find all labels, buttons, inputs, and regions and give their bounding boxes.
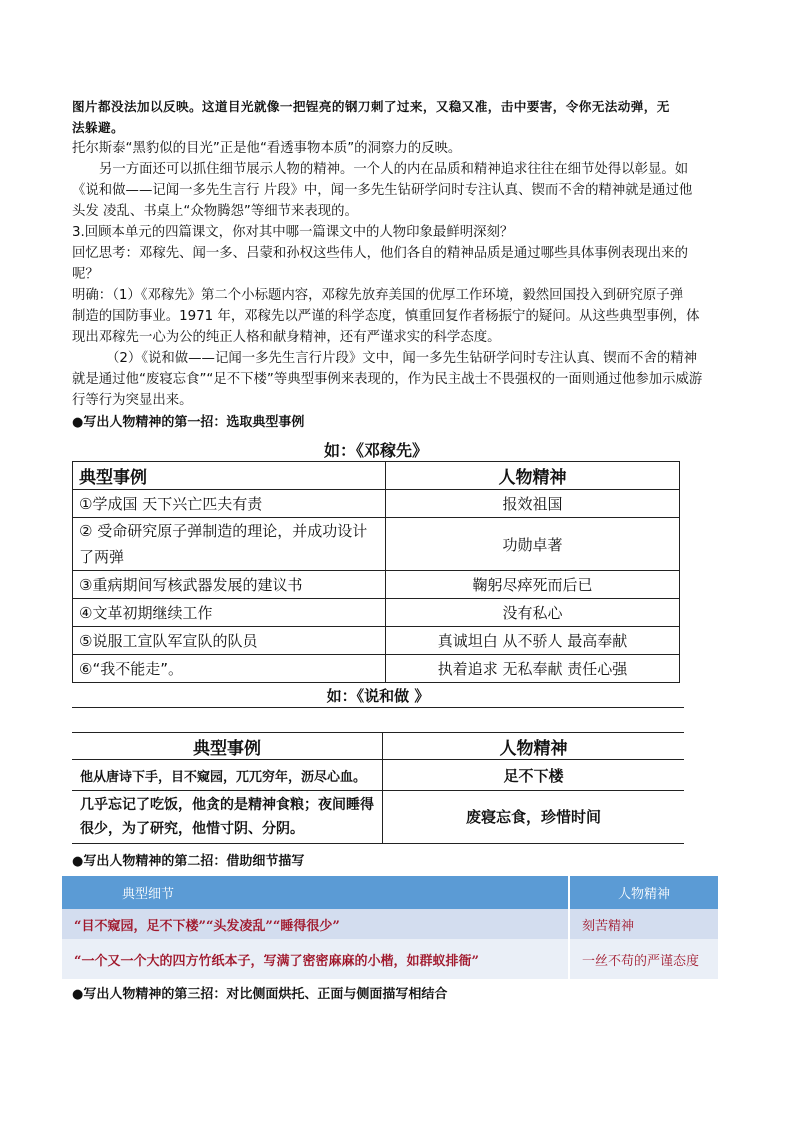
paragraph-line: 现出邓稼先一心为公的纯正人格和献身精神，还有严谨求实的科学态度。 bbox=[72, 330, 501, 345]
paragraph-line: 明确：（1）《邓稼先》第二个小标题内容，邓稼先放弃美国的优厚工作环境，毅然回国投入到研究原子弹 bbox=[72, 288, 684, 303]
table-cell: 执着追求 无私奉献 责任心强 bbox=[386, 655, 680, 683]
table-cell: ② 受命研究原子弹制造的理论，并成功设计了两弹 bbox=[73, 518, 386, 571]
paragraph-line: 制造的国防事业。1971 年，邓稼先以严谨的科学态度，慎重回复作者杨振宁的疑问。从这些典型事例，体 bbox=[72, 309, 700, 324]
paragraph-line: 另一方面还可以抓住细节展示人物的精神。一个人的内在品质和精神追求往往在细节处得以彰显。如 bbox=[99, 162, 689, 177]
table-cell: 功勋卓著 bbox=[386, 518, 680, 571]
table-cell: ⑥“我不能走”。 bbox=[73, 655, 386, 683]
question-line: 3.回顾本单元的四篇课文，你对其中哪一篇课文中的人物印象最鲜明深刻？ bbox=[72, 225, 514, 240]
table-row bbox=[62, 939, 718, 979]
table-cell: 他从唐诗下手，目不窥园，兀兀穷年，沥尽心血。 bbox=[72, 760, 383, 791]
paragraph-line: 呢？ bbox=[72, 267, 99, 282]
table-header: 典型细节 bbox=[62, 876, 569, 909]
shuo-he-zuo-table bbox=[72, 733, 684, 844]
paragraph-line: 《说和做——记闻一多先生言行 片段》中，闻一多先生钻研学问时专注认真、锲而不舍的精神就是通过他 bbox=[72, 183, 693, 198]
table-cell: “一个又一个大的四方竹纸本子，写满了密密麻麻的小楷，如群蚁排衙” bbox=[62, 939, 569, 979]
paragraph-line: （2）《说和做——记闻一多先生言行片段》文中，闻一多先生钻研学问时专注认真、锲而不舍的精神 bbox=[106, 351, 698, 366]
table-header: 典型事例 bbox=[72, 733, 383, 760]
section-heading: ●写出人物精神的第二招：借助细节描写 bbox=[72, 854, 305, 869]
table-row bbox=[62, 909, 718, 939]
table-header: 典型事例 bbox=[73, 462, 386, 490]
table-row bbox=[73, 490, 680, 518]
table-cell: 废寝忘食，珍惜时间 bbox=[383, 791, 685, 844]
table-cell: 没有私心 bbox=[386, 599, 680, 627]
table-cell: “目不窥园，足不下楼”“头发凌乱”“睡得很少” bbox=[62, 909, 569, 939]
table-row bbox=[73, 518, 680, 571]
table-cell: ⑤说服工宣队军宣队的队员 bbox=[73, 627, 386, 655]
divider bbox=[72, 708, 684, 733]
table-cell: ①学成国 天下兴亡匹夫有责 bbox=[73, 490, 386, 518]
table-header: 人物精神 bbox=[383, 733, 685, 760]
paragraph-line: 就是通过他“废寝忘食”“足不下楼”等典型事例来表现的，作为民主战士不畏强权的一面则通过他参加示威游 bbox=[72, 372, 703, 387]
paragraph-line: 托尔斯泰“黑豹似的目光”正是他“看透事物本质”的洞察力的反映。 bbox=[72, 141, 462, 156]
table-cell: 真诚坦白 从不骄人 最高奉献 bbox=[386, 627, 680, 655]
table-header: 人物精神 bbox=[386, 462, 680, 490]
paragraph-line: 回忆思考：邓稼先、闻一多、吕蒙和孙权这些伟人，他们各自的精神品质是通过哪些具体事例表现出来的 bbox=[72, 246, 688, 261]
table-row bbox=[73, 627, 680, 655]
table-cell: ④文革初期继续工作 bbox=[73, 599, 386, 627]
section-heading: ●写出人物精神的第三招：对比侧面烘托、正面与侧面描写相结合 bbox=[72, 987, 448, 1002]
paragraph-line: 头发 凌乱、书桌上“众物腾怨”等细节来表现的。 bbox=[72, 204, 358, 219]
table-cell: 报效祖国 bbox=[386, 490, 680, 518]
table-row bbox=[73, 599, 680, 627]
table-row bbox=[73, 655, 680, 683]
detail-table bbox=[62, 876, 718, 979]
table-cell: 足不下楼 bbox=[383, 760, 685, 791]
table-row bbox=[73, 571, 680, 599]
document-page bbox=[72, 96, 722, 1005]
table-caption: 如：《邓稼先》 bbox=[73, 437, 680, 462]
table-header: 人物精神 bbox=[569, 876, 718, 909]
paragraph-line: 法躲避。 bbox=[72, 120, 124, 135]
table-cell: ③重病期间写核武器发展的建议书 bbox=[73, 571, 386, 599]
table-caption: 如：《说和做 》 bbox=[72, 685, 684, 708]
paragraph-line: 图片都没法加以反映。这道目光就像一把锃亮的钢刀刺了过来，又稳又准，击中要害，令你无法动弹，无 bbox=[72, 99, 670, 114]
table-row bbox=[72, 791, 684, 844]
table-cell: 一丝不苟的严谨态度 bbox=[569, 939, 718, 979]
section-heading: ●写出人物精神的第一招：选取典型事例 bbox=[72, 415, 305, 430]
table-cell: 几乎忘记了吃饭，他贪的是精神食粮；夜间睡得很少，为了研究，他惜寸阴、分阴。 bbox=[72, 791, 383, 844]
table-cell: 鞠躬尽瘁死而后已 bbox=[386, 571, 680, 599]
deng-jiaxian-table bbox=[72, 437, 680, 683]
paragraph-line: 行等行为突显出来。 bbox=[72, 393, 193, 408]
table-cell: 刻苦精神 bbox=[569, 909, 718, 939]
table-row bbox=[72, 760, 684, 791]
